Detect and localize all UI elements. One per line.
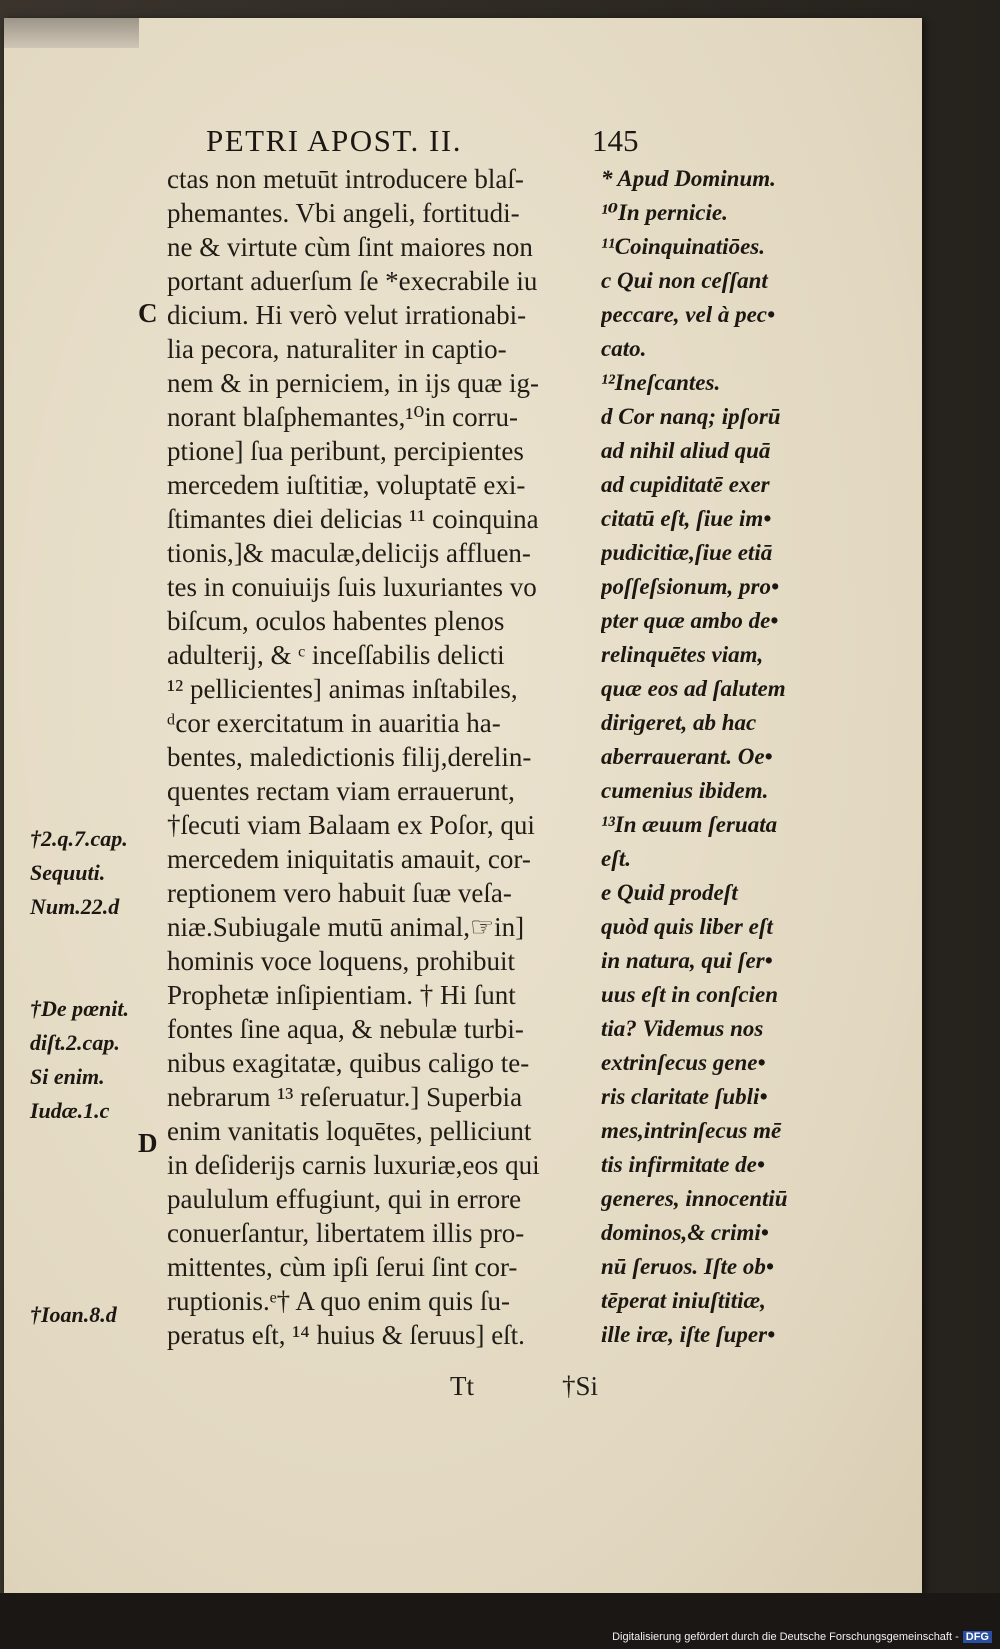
main-line: adulterij, & ᶜ inceſſabilis delicti	[167, 640, 505, 670]
gloss-line: quòd quis liber eſt	[601, 914, 773, 939]
main-line: bentes, maledictionis filij,derelin-	[167, 742, 532, 772]
gloss-line: quæ eos ad ſalutem	[601, 676, 786, 701]
main-line: nebrarum ¹³ reſeruatur.] Superbia	[167, 1082, 523, 1112]
main-line: ne & virtute cùm ſint maiores non	[167, 232, 533, 262]
marginal-gloss-column	[601, 162, 819, 1352]
main-text-column	[167, 162, 595, 1352]
main-line: paululum effugiunt, qui in errore	[167, 1184, 522, 1214]
main-line: dicium. Hi verò velut irrationabi-	[167, 300, 527, 330]
gloss-line: ris claritate ſubli•	[601, 1084, 768, 1109]
gloss-line: ¹³In æuum ſeruata	[601, 812, 778, 837]
main-line: niæ.Subiugale mutū animal,☞in]	[167, 912, 525, 942]
gloss-line: ¹⁰In pernicie.	[601, 200, 728, 225]
gloss-line: dominos,& crimi•	[601, 1220, 769, 1245]
main-line: ᵈcor exercitatum in auaritia ha-	[167, 708, 501, 738]
main-line: ruptionis.ᵉ† A quo enim quis ſu-	[167, 1286, 510, 1316]
gloss-line: cato.	[601, 336, 647, 361]
main-line: ¹² pellicientes] animas inſtabiles,	[167, 674, 518, 704]
left-margin-note: Sequuti.	[30, 860, 106, 885]
main-line: mercedem iuſtitiæ, voluptatē exi-	[167, 470, 526, 500]
main-line: hominis voce loquens, prohibuit	[167, 946, 515, 976]
funding-credit-text: Digitalisierung gefördert durch die Deutsche Forschungsgemeinschaft -	[612, 1631, 959, 1643]
main-line: conuerſantur, libertatem illis pro-	[167, 1218, 525, 1248]
main-line: mittentes, cùm ipſi ſerui ſint cor-	[167, 1252, 518, 1282]
gloss-line: nū ſeruos. Iſte ob•	[601, 1254, 774, 1279]
main-line: nibus exagitatæ, quibus caligo te-	[167, 1048, 530, 1078]
left-margin-note: Si enim.	[30, 1064, 105, 1089]
gloss-line: generes, innocentiū	[601, 1186, 788, 1211]
page-number: 145	[592, 123, 639, 158]
gloss-line: cumenius ibidem.	[601, 778, 769, 803]
catchword: †Si	[562, 1371, 599, 1401]
gloss-line: * Apud Dominum.	[601, 166, 776, 191]
gloss-line: pter quæ ambo de•	[601, 608, 779, 633]
main-line: lia pecora, naturaliter in captio-	[167, 334, 507, 364]
main-line: enim vanitatis loquētes, pelliciunt	[167, 1116, 532, 1146]
gloss-line: dirigeret, ab hac	[601, 710, 757, 735]
gloss-line: d Cor nanq; ipſorū	[601, 404, 781, 429]
main-line: quentes rectam viam errauerunt,	[167, 776, 515, 806]
gloss-line: in natura, qui ſer•	[601, 948, 773, 973]
catchword-signature: Tt	[450, 1371, 474, 1401]
gloss-line: relinquētes viam,	[601, 642, 764, 667]
running-title: PETRI APOST. II.	[206, 123, 462, 158]
gloss-line: mes,intrinſecus mē	[601, 1118, 782, 1143]
gloss-line: tis infirmitate de•	[601, 1152, 765, 1177]
footer-bar	[0, 1593, 1000, 1649]
main-line: norant blaſphemantes,¹⁰in corru-	[167, 402, 519, 432]
main-line: Prophetæ inſipientiam. † Hi ſunt	[167, 980, 516, 1010]
dfg-logo: DFG	[963, 1631, 992, 1643]
left-margin-note: †2.q.7.cap.	[30, 826, 128, 851]
main-line: peratus eſt, ¹⁴ huius & ſeruus] eſt.	[167, 1320, 525, 1350]
main-line: ſtimantes diei delicias ¹¹ coinquina	[167, 504, 539, 534]
section-letter-c: C	[138, 298, 158, 328]
gloss-line: ad nihil aliud quā	[601, 438, 771, 463]
gloss-line: pudicitiæ,ſiue etiā	[601, 540, 773, 565]
left-margin-note: diſt.2.cap.	[30, 1030, 120, 1055]
gloss-line: ille iræ, iſte ſuper•	[601, 1322, 776, 1347]
main-line: in deſiderijs carnis luxuriæ,eos qui	[167, 1150, 540, 1180]
main-line: nem & in perniciem, in ijs quæ ig-	[167, 368, 539, 398]
gloss-line: ¹¹Coinquinatiōes.	[601, 234, 765, 259]
gloss-line: e Quid prodeſt	[601, 880, 738, 905]
gloss-line: ¹²Ineſcantes.	[601, 370, 721, 395]
gloss-line: extrinſecus gene•	[601, 1050, 766, 1075]
gloss-line: eſt.	[601, 846, 632, 871]
main-line: tes in conuiuijs ſuis luxuriantes vo	[167, 572, 537, 602]
gloss-line: peccare, vel à pec•	[601, 302, 776, 327]
gloss-line: c Qui non ceſſant	[601, 268, 768, 293]
main-line: portant aduerſum ſe *execrabile iu	[167, 266, 538, 296]
gloss-line: tēperat iniuſtitiæ,	[601, 1288, 766, 1313]
funding-credit	[612, 1631, 992, 1643]
left-margin-note: †Ioan.8.d	[30, 1302, 117, 1327]
main-line: biſcum, oculos habentes plenos	[167, 606, 505, 636]
section-letter-d: D	[138, 1128, 158, 1158]
gloss-line: citatū eſt, ſiue im•	[601, 506, 772, 531]
left-margin-note: Iudæ.1.c	[30, 1098, 110, 1123]
page-corner-shadow	[4, 18, 139, 48]
main-line: mercedem iniquitatis amauit, cor-	[167, 844, 531, 874]
main-line: ctas non metuūt introducere blaſ-	[167, 164, 524, 194]
left-margin-note: †De pœnit.	[30, 996, 129, 1021]
main-line: reptionem vero habuit ſuæ veſa-	[167, 878, 512, 908]
main-line: †ſecuti viam Balaam ex Poſor, qui	[167, 810, 535, 840]
main-line: tionis,]& maculæ,delicijs affluen-	[167, 538, 531, 568]
gloss-line: uus eſt in conſcien	[601, 982, 778, 1007]
main-line: phemantes. Vbi angeli, fortitudi-	[167, 198, 520, 228]
gloss-line: tia? Videmus nos	[601, 1016, 764, 1041]
gloss-line: poſſeſsionum, pro•	[601, 574, 780, 599]
main-line: fontes ſine aqua, & nebulæ turbi-	[167, 1014, 524, 1044]
main-line: ptione] ſua peribunt, percipientes	[167, 436, 524, 466]
gloss-line: aberrauerant. Oe•	[601, 744, 773, 769]
left-margin-note: Num.22.d	[30, 894, 120, 919]
gloss-line: ad cupiditatē exer	[601, 472, 770, 497]
